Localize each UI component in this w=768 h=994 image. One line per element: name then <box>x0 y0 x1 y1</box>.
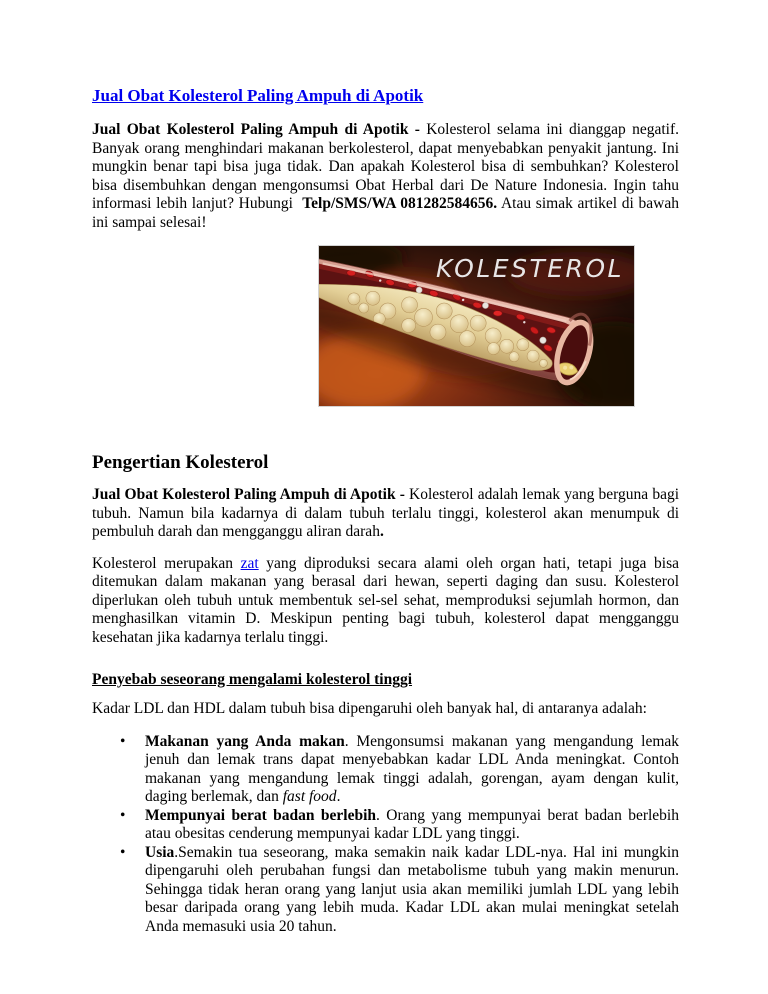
text-segment: Mempunyai berat badan berlebih <box>145 806 376 824</box>
list-item-berat-badan <box>145 807 679 844</box>
text-segment: fast food <box>282 788 337 805</box>
causes-list <box>92 733 679 937</box>
penyebab-intro-paragraph: Kadar LDL dan HDL dalam tubuh bisa dipengaruhi oleh banyak hal, di antaranya adalah: <box>92 700 647 717</box>
list-item-usia <box>145 844 679 937</box>
text-segment: Usia <box>145 843 175 861</box>
figure-wrap <box>92 245 768 407</box>
text-segment: Kolesterol merupakan <box>92 554 241 572</box>
text-segment: Kolesterol adalah lemak yang berguna bagi tubuh. Namun bila kadarnya di dalam tubuh terlalu tinggi, kolesterol akan menumpuk di pembuluh darah dan mengganggu aliran darah <box>92 486 680 540</box>
cholesterol-artery-image <box>318 245 635 407</box>
text-segment: Jual Obat Kolesterol Paling Ampuh di Apotik - <box>92 486 409 503</box>
pengertian-paragraph-1 <box>92 486 679 542</box>
kolesterol-label: KOLESTEROL <box>435 254 624 283</box>
text-segment: . <box>336 788 341 805</box>
text-segment: . <box>379 523 384 540</box>
document-title-link[interactable]: Jual Obat Kolesterol Paling Ampuh di Apotik <box>92 86 424 105</box>
text-segment: yang diproduksi secara alami oleh organ hati, tetapi juga bisa ditemukan dalam makanan yang berasal dari hewan, seperti daging dan susu. Kolesterol diperlukan oleh tubuh untuk membentuk sel-sel sehat, memproduksi sejumlah hormon, dan menghasilkan vitamin D. Meskipun penting bagi tubuh, kolesterol dapat mengganggu kesehatan jika kadarnya terlalu tinggi. <box>92 554 679 646</box>
text-segment: . Mengonsumsi makanan yang mengandung lemak jenuh dan lemak trans dapat menyebabkan kadar LDL Anda meningkat. Contoh makanan yang mengandung lemak tinggi adalah, gorengan, ayam dengan kulit, daging berlemak, dan <box>145 732 680 805</box>
section-heading-penyebab: Penyebab seseorang mengalami kolesterol tinggi <box>92 671 413 688</box>
text-segment: .Semakin tua seseorang, maka semakin naik kadar LDL-nya. Hal ini mungkin dipengaruhi oleh perubahan fungsi dan metabolisme tubuh yang makin menurun. Sehingga tidak heran orang yang lanjut usia akan memiliki jumlah LDL yang lebih besar daripada orang yang lebih muda. Kadar LDL akan mulai meningkat setelah Anda memasuki usia 20 tahun. <box>145 843 679 935</box>
intro-paragraph <box>92 121 679 232</box>
list-item-makanan <box>145 733 679 807</box>
text-segment: Kolesterol selama ini dianggap negatif. Banyak orang menghindari makanan berkolesterol, dapat menyebabkan penyakit jantung. Ini mungkin benar tapi bisa juga tidak. Dan apakah Kolesterol bisa di sembuhkan? Kolesterol bisa disembuhkan dengan mengonsumsi Obat Herbal dari De Nature Indonesia. Ingin tahu informasi lebih lanjut? Hubungi <box>92 121 679 212</box>
text-segment: Atau simak artikel di bawah ini sampai selesai! <box>92 195 679 231</box>
text-segment: Telp/SMS/WA 081282584656. <box>302 195 498 212</box>
pengertian-paragraph-2 <box>92 555 679 648</box>
text-segment: Makanan yang Anda makan <box>145 732 345 750</box>
section-heading-pengertian: Pengertian Kolesterol <box>92 452 269 473</box>
text-segment: Jual Obat Kolesterol Paling Ampuh di Apotik - <box>92 121 427 138</box>
text-segment: . Orang yang mempunyai berat badan berlebih atau obesitas cenderung mempunyai kadar LDL yang tinggi. <box>145 806 679 842</box>
title-row <box>92 85 679 106</box>
inline-link[interactable]: zat <box>240 554 259 572</box>
